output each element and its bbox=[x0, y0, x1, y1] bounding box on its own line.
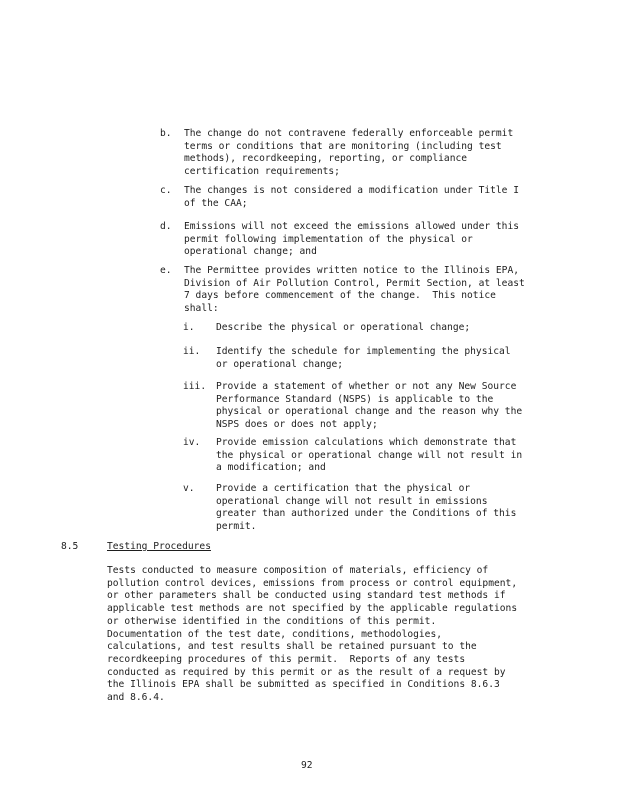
item-text bbox=[184, 185, 519, 210]
text-line: permit following implementation of the physical or bbox=[184, 233, 473, 245]
text-line: Provide a certification that the physical or bbox=[216, 483, 471, 494]
item-text bbox=[184, 265, 525, 316]
text-line: the Illinois EPA shall be submitted as specified in Conditions 8.6.3 bbox=[107, 679, 500, 691]
text-line: Identify the schedule for implementing the physical bbox=[216, 346, 511, 357]
subitem-label: ii. bbox=[183, 346, 201, 357]
text-line: pollution control devices, emissions from process or control equipment, bbox=[107, 577, 518, 589]
subitem-label: iii. bbox=[183, 381, 207, 392]
subitem-label: iv. bbox=[183, 437, 201, 448]
text-line: the physical or operational change will not result in bbox=[216, 449, 523, 461]
text-line: and 8.6.4. bbox=[107, 692, 165, 704]
item-label: e. bbox=[160, 265, 172, 276]
subitem-label: v. bbox=[183, 483, 195, 494]
section-number: 8.5 bbox=[61, 541, 79, 552]
text-line: of the CAA; bbox=[184, 197, 248, 209]
text-line: or other parameters shall be conducted using standard test methods if bbox=[107, 590, 506, 602]
text-line: methods), recordkeeping, reporting, or compliance bbox=[184, 153, 468, 165]
text-line: applicable test methods are not specified by the applicable regulations bbox=[107, 603, 518, 615]
section-title: Testing Procedures bbox=[107, 541, 211, 552]
text-line: Provide emission calculations which demonstrate that bbox=[216, 437, 517, 448]
text-line: Tests conducted to measure composition of materials, efficiency of bbox=[107, 565, 489, 576]
text-line: certification requirements; bbox=[184, 166, 340, 178]
subitem-text bbox=[216, 322, 470, 335]
subitem-text bbox=[216, 381, 522, 432]
text-line: Documentation of the test date, conditions, methodologies, bbox=[107, 628, 443, 640]
text-line: operational change; and bbox=[184, 246, 317, 258]
subitem-text bbox=[216, 346, 511, 371]
subitem-text bbox=[216, 437, 522, 475]
page-number: 92 bbox=[301, 760, 313, 771]
text-line: or operational change; bbox=[216, 358, 344, 370]
text-line: Performance Standard (NSPS) is applicable to the bbox=[216, 393, 494, 405]
text-line: Emissions will not exceed the emissions allowed under this bbox=[184, 221, 520, 232]
item-text bbox=[184, 221, 519, 259]
item-label: d. bbox=[160, 221, 172, 232]
text-line: The Permittee provides written notice to the Illinois EPA, bbox=[184, 265, 520, 276]
subitem-label: i. bbox=[183, 322, 195, 333]
text-line: 7 days before commencement of the change. This notice bbox=[184, 290, 496, 302]
text-line: calculations, and test results shall be retained pursuant to the bbox=[107, 641, 477, 653]
text-line: greater than authorized under the Conditions of this bbox=[216, 508, 517, 520]
text-line: physical or operational change and the reason why the bbox=[216, 406, 523, 418]
subitem-text bbox=[216, 483, 516, 534]
text-line: recordkeeping procedures of this permit. Reports of any tests bbox=[107, 653, 466, 665]
item-text bbox=[184, 128, 513, 179]
text-line: NSPS does or does not apply; bbox=[216, 419, 378, 431]
item-label: b. bbox=[160, 128, 172, 139]
text-line: shall: bbox=[184, 303, 219, 315]
text-line: Provide a statement of whether or not any New Source bbox=[216, 381, 517, 392]
text-line: terms or conditions that are monitoring (including test bbox=[184, 140, 502, 152]
text-line: operational change will not result in emissions bbox=[216, 495, 488, 507]
text-line: Division of Air Pollution Control, Permit Section, at least bbox=[184, 277, 525, 289]
text-line: a modification; and bbox=[216, 462, 326, 474]
text-line: conducted as required by this permit or as the result of a request by bbox=[107, 666, 506, 678]
text-line: Describe the physical or operational change; bbox=[216, 322, 471, 333]
text-line: The change do not contravene federally enforceable permit bbox=[184, 128, 514, 139]
item-label: c. bbox=[160, 185, 172, 196]
section-body bbox=[107, 565, 517, 705]
text-line: or otherwise identified in the conditions of this permit. bbox=[107, 615, 437, 627]
text-line: The changes is not considered a modification under Title I bbox=[184, 185, 520, 196]
text-line: permit. bbox=[216, 521, 257, 533]
